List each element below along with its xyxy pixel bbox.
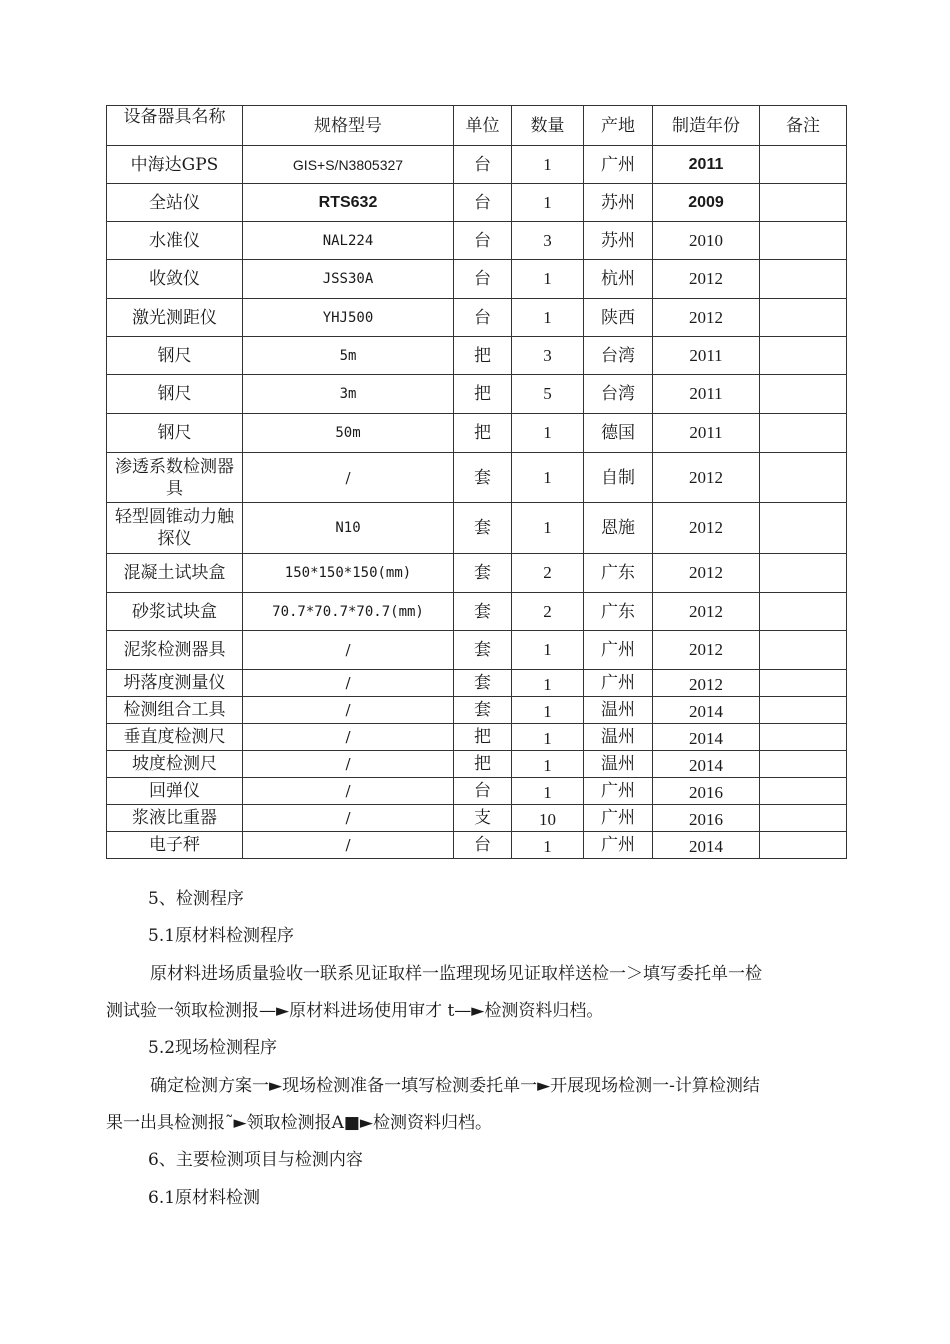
table-row bbox=[107, 453, 847, 503]
table-row bbox=[107, 260, 847, 299]
cell-spec: / bbox=[243, 724, 454, 751]
table-header-row bbox=[107, 106, 847, 146]
section-6-heading bbox=[0, 1147, 950, 1173]
cell-qty: 1 bbox=[512, 778, 584, 805]
cell-origin: 杭州 bbox=[584, 260, 653, 299]
cell-qty: 1 bbox=[512, 453, 584, 503]
table-row bbox=[107, 554, 847, 593]
section-5-2-heading bbox=[0, 1035, 950, 1061]
cell-year: 2012 bbox=[653, 260, 760, 299]
cell-unit: 把 bbox=[454, 375, 512, 414]
table-row bbox=[107, 184, 847, 222]
cell-year: 2014 bbox=[653, 751, 760, 778]
header-note: 备注 bbox=[760, 106, 847, 146]
cell-name: 钢尺 bbox=[107, 414, 243, 453]
cell-unit: 台 bbox=[454, 260, 512, 299]
cell-unit: 套 bbox=[454, 631, 512, 670]
cell-name: 回弹仪 bbox=[107, 778, 243, 805]
section-5-2-text: 5.2现场检测程序 bbox=[148, 1038, 278, 1058]
cell-unit: 台 bbox=[454, 299, 512, 337]
cell-unit: 把 bbox=[454, 414, 512, 453]
cell-spec: N10 bbox=[243, 503, 454, 554]
cell-year: 2014 bbox=[653, 697, 760, 724]
table-row bbox=[107, 631, 847, 670]
cell-unit: 台 bbox=[454, 778, 512, 805]
cell-year: 2009 bbox=[653, 184, 760, 222]
cell-name: 中海达GPS bbox=[107, 146, 243, 184]
cell-spec: 150*150*150(mm) bbox=[243, 554, 454, 593]
cell-name: 轻型圆锥动力触探仪 bbox=[107, 503, 243, 554]
cell-name: 坡度检测尺 bbox=[107, 751, 243, 778]
cell-origin: 苏州 bbox=[584, 222, 653, 260]
header-qty: 数量 bbox=[512, 106, 584, 146]
cell-spec: / bbox=[243, 751, 454, 778]
cell-name: 浆液比重器 bbox=[107, 805, 243, 832]
cell-unit: 套 bbox=[454, 453, 512, 503]
cell-name: 砂浆试块盒 bbox=[107, 593, 243, 631]
cell-name: 泥浆检测器具 bbox=[107, 631, 243, 670]
cell-year: 2012 bbox=[653, 670, 760, 697]
cell-spec: / bbox=[243, 453, 454, 503]
cell-note bbox=[760, 631, 847, 670]
cell-origin: 广东 bbox=[584, 554, 653, 593]
cell-spec: / bbox=[243, 697, 454, 724]
cell-note bbox=[760, 593, 847, 631]
table-row bbox=[107, 832, 847, 859]
section-5-1-heading bbox=[0, 923, 950, 949]
cell-spec: / bbox=[243, 832, 454, 859]
cell-qty: 1 bbox=[512, 146, 584, 184]
cell-spec: / bbox=[243, 631, 454, 670]
cell-note bbox=[760, 222, 847, 260]
cell-unit: 套 bbox=[454, 593, 512, 631]
cell-qty: 5 bbox=[512, 375, 584, 414]
cell-origin: 广州 bbox=[584, 832, 653, 859]
section-5-1-text: 5.1原材料检测程序 bbox=[148, 926, 295, 946]
cell-spec: GIS+S/N3805327 bbox=[243, 146, 454, 184]
cell-origin: 德国 bbox=[584, 414, 653, 453]
cell-origin: 恩施 bbox=[584, 503, 653, 554]
cell-year: 2012 bbox=[653, 631, 760, 670]
cell-note bbox=[760, 260, 847, 299]
cell-name: 检测组合工具 bbox=[107, 697, 243, 724]
cell-unit: 把 bbox=[454, 724, 512, 751]
cell-qty: 1 bbox=[512, 832, 584, 859]
cell-origin: 温州 bbox=[584, 724, 653, 751]
cell-origin: 广州 bbox=[584, 146, 653, 184]
table-row bbox=[107, 222, 847, 260]
cell-note bbox=[760, 670, 847, 697]
cell-unit: 台 bbox=[454, 832, 512, 859]
cell-name: 全站仪 bbox=[107, 184, 243, 222]
cell-unit: 支 bbox=[454, 805, 512, 832]
table-row bbox=[107, 805, 847, 832]
header-year: 制造年份 bbox=[653, 106, 760, 146]
cell-origin: 广州 bbox=[584, 778, 653, 805]
cell-origin: 广东 bbox=[584, 593, 653, 631]
cell-qty: 2 bbox=[512, 593, 584, 631]
cell-qty: 1 bbox=[512, 724, 584, 751]
table-row bbox=[107, 593, 847, 631]
cell-year: 2012 bbox=[653, 503, 760, 554]
cell-year: 2011 bbox=[653, 146, 760, 184]
cell-year: 2016 bbox=[653, 805, 760, 832]
cell-spec: / bbox=[243, 670, 454, 697]
p52-line1-text: 确定检测方案一►现场检测准备一填写检测委托单一►开展现场检测一-计算检测结 bbox=[150, 1076, 760, 1096]
cell-origin: 广州 bbox=[584, 670, 653, 697]
cell-name: 垂直度检测尺 bbox=[107, 724, 243, 751]
cell-spec: 3m bbox=[243, 375, 454, 414]
cell-year: 2011 bbox=[653, 375, 760, 414]
equipment-table bbox=[106, 105, 847, 859]
cell-note bbox=[760, 375, 847, 414]
p51-line1-text: 原材料进场质量验收一联系见证取样一监理现场见证取样送检一＞填写委托单一检 bbox=[150, 964, 762, 984]
cell-origin: 温州 bbox=[584, 751, 653, 778]
cell-qty: 3 bbox=[512, 337, 584, 375]
section-6-1-heading bbox=[0, 1185, 950, 1211]
table-row bbox=[107, 778, 847, 805]
cell-year: 2012 bbox=[653, 453, 760, 503]
p52-line2-text: 果一出具检测报˜►领取检测报A■►检测资料归档。 bbox=[106, 1113, 492, 1133]
cell-qty: 1 bbox=[512, 697, 584, 724]
cell-name: 水准仪 bbox=[107, 222, 243, 260]
table-row bbox=[107, 503, 847, 554]
cell-qty: 1 bbox=[512, 299, 584, 337]
equipment-table-body bbox=[107, 106, 847, 859]
cell-name: 混凝土试块盒 bbox=[107, 554, 243, 593]
table-row bbox=[107, 697, 847, 724]
cell-year: 2014 bbox=[653, 724, 760, 751]
cell-note bbox=[760, 724, 847, 751]
cell-origin: 台湾 bbox=[584, 337, 653, 375]
cell-spec: 5m bbox=[243, 337, 454, 375]
cell-unit: 套 bbox=[454, 697, 512, 724]
cell-note bbox=[760, 414, 847, 453]
table-row bbox=[107, 299, 847, 337]
header-unit: 单位 bbox=[454, 106, 512, 146]
table-row bbox=[107, 670, 847, 697]
cell-origin: 广州 bbox=[584, 805, 653, 832]
section-5-1-paragraph-line1 bbox=[0, 961, 950, 987]
section-5-heading bbox=[0, 886, 950, 912]
cell-qty: 1 bbox=[512, 503, 584, 554]
cell-year: 2011 bbox=[653, 337, 760, 375]
cell-name: 激光测距仪 bbox=[107, 299, 243, 337]
cell-note bbox=[760, 805, 847, 832]
cell-qty: 1 bbox=[512, 751, 584, 778]
cell-name: 渗透系数检测器具 bbox=[107, 453, 243, 503]
cell-name: 电子秤 bbox=[107, 832, 243, 859]
cell-unit: 套 bbox=[454, 554, 512, 593]
cell-origin: 温州 bbox=[584, 697, 653, 724]
cell-qty: 1 bbox=[512, 184, 584, 222]
cell-spec: YHJ500 bbox=[243, 299, 454, 337]
section-6-1-text: 6.1原材料检测 bbox=[148, 1188, 261, 1208]
cell-note bbox=[760, 337, 847, 375]
cell-note bbox=[760, 832, 847, 859]
cell-qty: 2 bbox=[512, 554, 584, 593]
cell-year: 2016 bbox=[653, 778, 760, 805]
table-row bbox=[107, 724, 847, 751]
cell-name: 收敛仪 bbox=[107, 260, 243, 299]
cell-unit: 套 bbox=[454, 670, 512, 697]
cell-origin: 自制 bbox=[584, 453, 653, 503]
header-name: 设备器具名称 bbox=[107, 106, 243, 146]
section-6-text: 6、主要检测项目与检测内容 bbox=[148, 1150, 363, 1170]
cell-name: 坍落度测量仪 bbox=[107, 670, 243, 697]
cell-note bbox=[760, 146, 847, 184]
cell-year: 2012 bbox=[653, 593, 760, 631]
cell-qty: 1 bbox=[512, 670, 584, 697]
cell-note bbox=[760, 697, 847, 724]
cell-origin: 苏州 bbox=[584, 184, 653, 222]
p51-line2-text: 测试验一领取检测报—►原材料进场使用审才 t—►检测资料归档。 bbox=[106, 1001, 604, 1021]
table-row bbox=[107, 751, 847, 778]
cell-qty: 1 bbox=[512, 260, 584, 299]
cell-spec: 50m bbox=[243, 414, 454, 453]
section-5-1-paragraph-line2 bbox=[0, 998, 950, 1024]
table-row bbox=[107, 375, 847, 414]
cell-unit: 台 bbox=[454, 146, 512, 184]
cell-year: 2012 bbox=[653, 554, 760, 593]
cell-year: 2011 bbox=[653, 414, 760, 453]
cell-note bbox=[760, 778, 847, 805]
cell-spec: NAL224 bbox=[243, 222, 454, 260]
table-row bbox=[107, 414, 847, 453]
cell-qty: 10 bbox=[512, 805, 584, 832]
table-row bbox=[107, 337, 847, 375]
cell-year: 2010 bbox=[653, 222, 760, 260]
cell-spec: JSS30A bbox=[243, 260, 454, 299]
section-5-2-paragraph-line2 bbox=[0, 1110, 950, 1136]
cell-unit: 台 bbox=[454, 184, 512, 222]
cell-unit: 把 bbox=[454, 337, 512, 375]
cell-name: 钢尺 bbox=[107, 375, 243, 414]
section-5-2-paragraph-line1 bbox=[0, 1073, 950, 1099]
cell-origin: 台湾 bbox=[584, 375, 653, 414]
cell-year: 2014 bbox=[653, 832, 760, 859]
cell-unit: 台 bbox=[454, 222, 512, 260]
cell-note bbox=[760, 751, 847, 778]
cell-unit: 套 bbox=[454, 503, 512, 554]
cell-origin: 陕西 bbox=[584, 299, 653, 337]
cell-spec: / bbox=[243, 778, 454, 805]
table-row bbox=[107, 146, 847, 184]
cell-year: 2012 bbox=[653, 299, 760, 337]
cell-spec: 70.7*70.7*70.7(mm) bbox=[243, 593, 454, 631]
cell-name: 钢尺 bbox=[107, 337, 243, 375]
header-origin: 产地 bbox=[584, 106, 653, 146]
cell-spec: / bbox=[243, 805, 454, 832]
cell-qty: 3 bbox=[512, 222, 584, 260]
cell-qty: 1 bbox=[512, 414, 584, 453]
cell-note bbox=[760, 554, 847, 593]
cell-note bbox=[760, 184, 847, 222]
cell-note bbox=[760, 299, 847, 337]
cell-note bbox=[760, 503, 847, 554]
cell-qty: 1 bbox=[512, 631, 584, 670]
cell-unit: 把 bbox=[454, 751, 512, 778]
cell-origin: 广州 bbox=[584, 631, 653, 670]
header-spec: 规格型号 bbox=[243, 106, 454, 146]
cell-note bbox=[760, 453, 847, 503]
cell-spec: RTS632 bbox=[243, 184, 454, 222]
section-5-text: 5、检测程序 bbox=[148, 889, 244, 909]
